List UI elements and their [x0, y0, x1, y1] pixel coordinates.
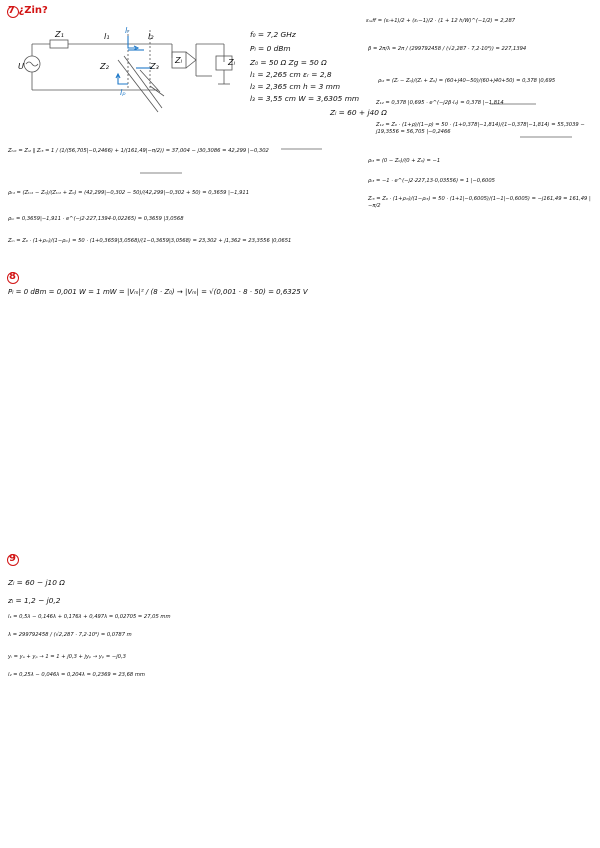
circuit-label-lp: lₚ: [120, 87, 126, 97]
given-zl: Zₗ = 60 + j40 Ω: [330, 108, 387, 117]
rho-t1-formula: ρₜ₁ = (Zₜₒₜ − Z₀)/(Zₜₒₜ + Z₀) = (42,299|−0,302 − 50)/(42,299|−0,302 + 50) = 0,3659 |−1,911: [8, 190, 250, 196]
given-l3: l₃ = 3,55 cm W = 3,6305 mm: [250, 94, 360, 103]
given-z0: Z₀ = 50 Ω Zg = 50 Ω: [250, 58, 327, 67]
rho-l2-formula: ρₗ₂ = (Zₗ − Z₀)/(Zₗ + Z₀) = (60+j40−50)/(60+j40+50) = 0,378 |0,695: [378, 78, 556, 84]
zin-result: Zᵢₙ = Z₀ · (1+ρᵢₙ)/(1−ρᵢₙ) = 50 · (1+0,3659|3,0568)/(1−0,3659|3,0568) = 23,302 + j1,362 = 23,3556 |0,0651: [8, 238, 292, 244]
given-f0: f₀ = 7,2 GHz: [250, 30, 296, 39]
circuit-label-l2: l₂: [148, 31, 154, 41]
given-l1: l₁ = 2,265 cm εᵣ = 2,8: [250, 70, 332, 79]
circuit-label-l1: l₁: [104, 31, 110, 41]
pl-calculation: Pₗ = 0 dBm = 0,001 W = 1 mW = |Vₘ|² / (8 · Z₀) → |Vₘ| = √(0,001 · 8 · 50) = 0,6325 V: [8, 288, 308, 296]
problem-7-header: 7 ¿Zin?: [8, 5, 48, 16]
circuit-label-zl-box: Zₗ: [228, 57, 235, 67]
z-parallel-result: Zₜₒₜ = Zᵢ₂ ∥ Zᵢ₃ = 1 / (1/(56,705|−0,2466) + 1/(161,49|−π/2)) = 37,004 − j30,3086 = 42,299 |−0,302: [8, 148, 269, 154]
circuit-label-zl: Zₗ: [175, 55, 182, 65]
p9-line-zl: Zₗ = 60 − j10 Ω: [8, 578, 65, 587]
zl2-substitution: Z₁₂ = 0,378 |0,695 · e^(−j2β·l₂) = 0,378 |−1,814: [376, 100, 504, 106]
p9-line-l2: l₂ = 0,25λ − 0,046λ = 0,204λ = 0,2369 = 23,68 mm: [8, 672, 145, 678]
circuit-label-z3: Z₃: [150, 61, 159, 71]
p9-line-admittance: yᵢ = yₐ + yₚ → 1 = 1 + j0,3 + jyₚ → yₚ = −j0,3: [8, 654, 126, 660]
eps-eff-formula: εᵣₑff = (εᵣ+1)/2 + (εᵣ−1)/2 · (1 + 12 h/W)^(−1/2) = 2,287: [366, 18, 516, 24]
circuit-label-z1: Z₁: [55, 29, 64, 39]
beta-formula: β = 2π/λ = 2π / (299792458 / (√2,287 · 7,2·10⁹)) = 227,1394: [368, 46, 527, 52]
rho-i3-formula: ρᵢ₃ = −1 · e^(−j2·227,13·0,03556) = 1 |−0,6005: [368, 178, 495, 184]
zi3-result: Zᵢ₃ = Z₀ · (1+ρᵢ₃)/(1−ρᵢ₃) = 50 · (1+1|−0,6005)/(1−1|−0,6005) = −j161,49 = 161,49 |−π/2: [368, 196, 591, 209]
p9-line-l1: l₁ = 0,5λ − 0,146λ + 0,176λ + 0,497λ = 0,02705 = 27,05 mm: [8, 614, 171, 620]
zl2-result: Z₁₂ = Z₀ · (1+ρ)/(1−ρ) = 50 · (1+0,378|−1,814)/(1−0,378|−1,814) = 55,3039 − j19,3556 = 56,705 |−0,2466: [376, 122, 585, 135]
given-l2: l₂ = 2,365 cm h = 3 mm: [250, 82, 341, 91]
circuit-label-vg: U: [18, 61, 24, 71]
circuit-label-z2: Z₂: [100, 61, 109, 71]
given-pl: Pₗ = 0 dBm: [250, 44, 291, 53]
rho-in-formula: ρᵢₙ = 0,3659|−1,911 · e^(−j2·227,1394·0,02265) = 0,3659 |3,0568: [8, 216, 184, 222]
problem-8-header: 8: [9, 271, 16, 282]
p9-line-zl-norm: zₗ = 1,2 − j0,2: [8, 596, 61, 605]
problem-9-header: 9: [9, 553, 16, 564]
z1-impedance: [50, 40, 68, 48]
p9-line-lambda: λ = 299792458 / (√2,287 · 7,2·10⁹) = 0,0787 m: [8, 632, 132, 638]
rho-l3-formula: ρₗ₃ = (0 − Z₀)/(0 + Z₀) = −1: [368, 158, 441, 164]
circuit-label-lr: lᵣ: [125, 25, 130, 35]
